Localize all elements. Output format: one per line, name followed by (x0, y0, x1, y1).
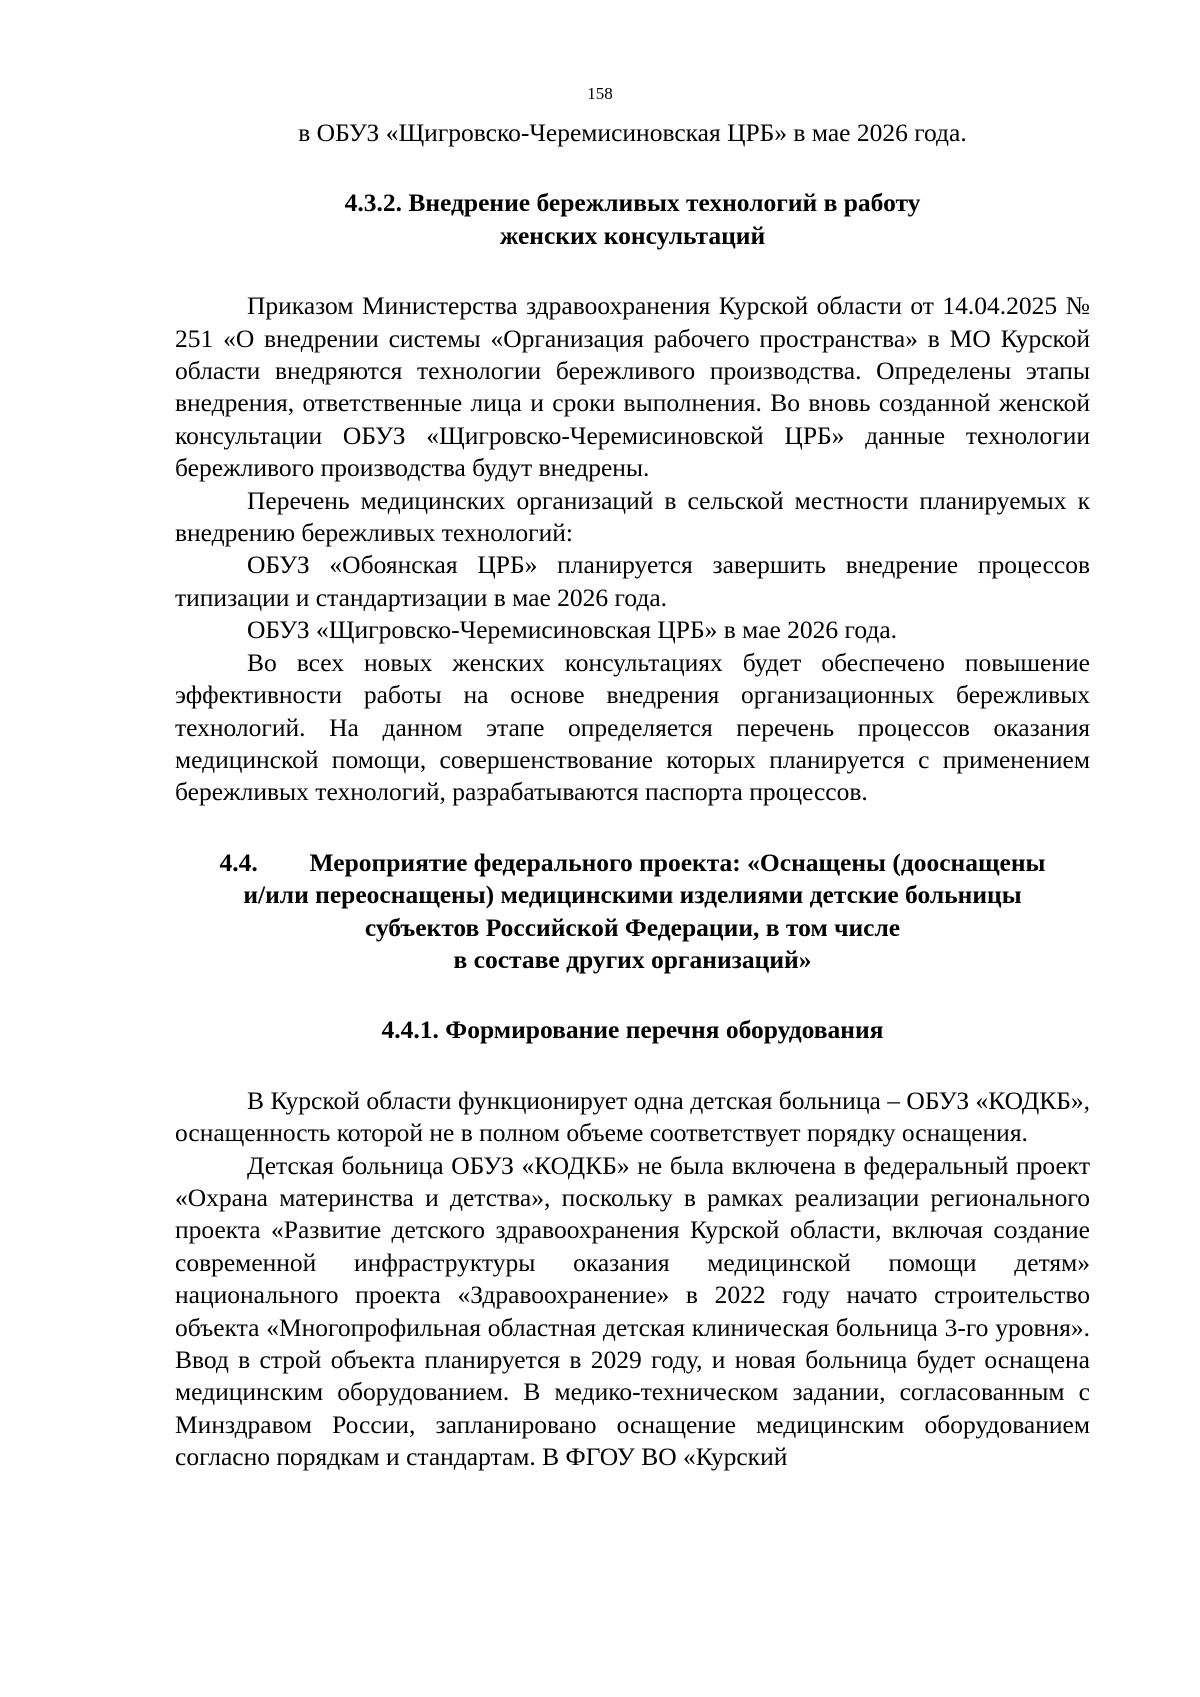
paragraph: В Курской области функционирует одна детская больница – ОБУЗ «КОДКБ», оснащенность которой не в полном объеме соответствует порядку оснащения. (175, 1085, 1090, 1148)
paragraph: Перечень медицинских организаций в сельской местности планируемых к внедрению бережливых технологий: (175, 485, 1090, 548)
paragraph: Приказом Министерства здравоохранения Курской области от 14.04.2025 № 251 «О внедрении системы «Организация рабочего пространства» в МО Курской области внедряются технологии бережливого производства. Определены этапы внедрения, ответственные лица и сроки выполнения. Во вновь созданной женской консультации ОБУЗ «Щигровско-Черемисиновской ЦРБ» данные технологии бережливого производства будут внедрены. (175, 291, 1090, 483)
section-44-title-text1: Мероприятие федерального проекта: «Оснащены (дооснащены (309, 847, 1046, 877)
section-44-title-line4: в составе других организаций» (453, 944, 812, 974)
section-432-title-line1: 4.3.2. Внедрение бережливых технологий в работу (344, 188, 921, 218)
page-number: 158 (587, 84, 613, 103)
section-44-number: 4.4. (219, 847, 258, 877)
section-44-title-line2: и/или переоснащены) медицинскими изделиями детские больницы (243, 880, 1022, 910)
paragraph: ОБУЗ «Обоянская ЦРБ» планируется завершить внедрение процессов типизации и стандартизации в мае 2026 года. (175, 550, 1090, 612)
section-44-heading (175, 847, 1090, 977)
section-432-title-line2: женских консультаций (499, 220, 766, 250)
section-44-title-line3: субъектов Российской Федерации, в том числе (364, 912, 901, 942)
section-44-title-line1 (175, 847, 1090, 879)
paragraph: ОБУЗ «Щигровско-Черемисиновская ЦРБ» в мае 2026 года. (247, 615, 898, 645)
section-441-heading: 4.4.1. Формирование перечня оборудования (381, 1015, 884, 1045)
document-body (175, 117, 1090, 1474)
paragraph: Детская больница ОБУЗ «КОДКБ» не была включена в федеральный проект «Охрана материнства и детства», поскольку в рамках реализации регионального проекта «Развитие детского здравоохранения Курской области, включая создание современной инфраструктуры оказания медицинской помощи детям» национального проекта «Здравоохранение» в 2022 году начато строительство объекта «Многопрофильная областная детская клиническая больница 3-го уровня». Ввод в строй объекта планируется в 2029 году, и новая больница будет оснащена медицинским оборудованием. В медико-техническом задании, согласованным с Минздравом России, запланировано оснащение медицинским оборудованием согласно порядкам и стандартам. В ФГОУ ВО «Курский (175, 1150, 1090, 1472)
paragraph: Во всех новых женских консультациях будет обеспечено повышение эффективности работы на основе внедрения организационных бережливых технологий. На данном этапе определяется перечень процессов оказания медицинской помощи, совершенствование которых планируется с применением бережливых технологий, разрабатываются паспорта процессов. (175, 647, 1090, 807)
section-432-heading (175, 187, 1090, 252)
continuation-line: в ОБУЗ «Щигровско-Черемисиновская ЦРБ» в мае 2026 года. (298, 118, 967, 147)
